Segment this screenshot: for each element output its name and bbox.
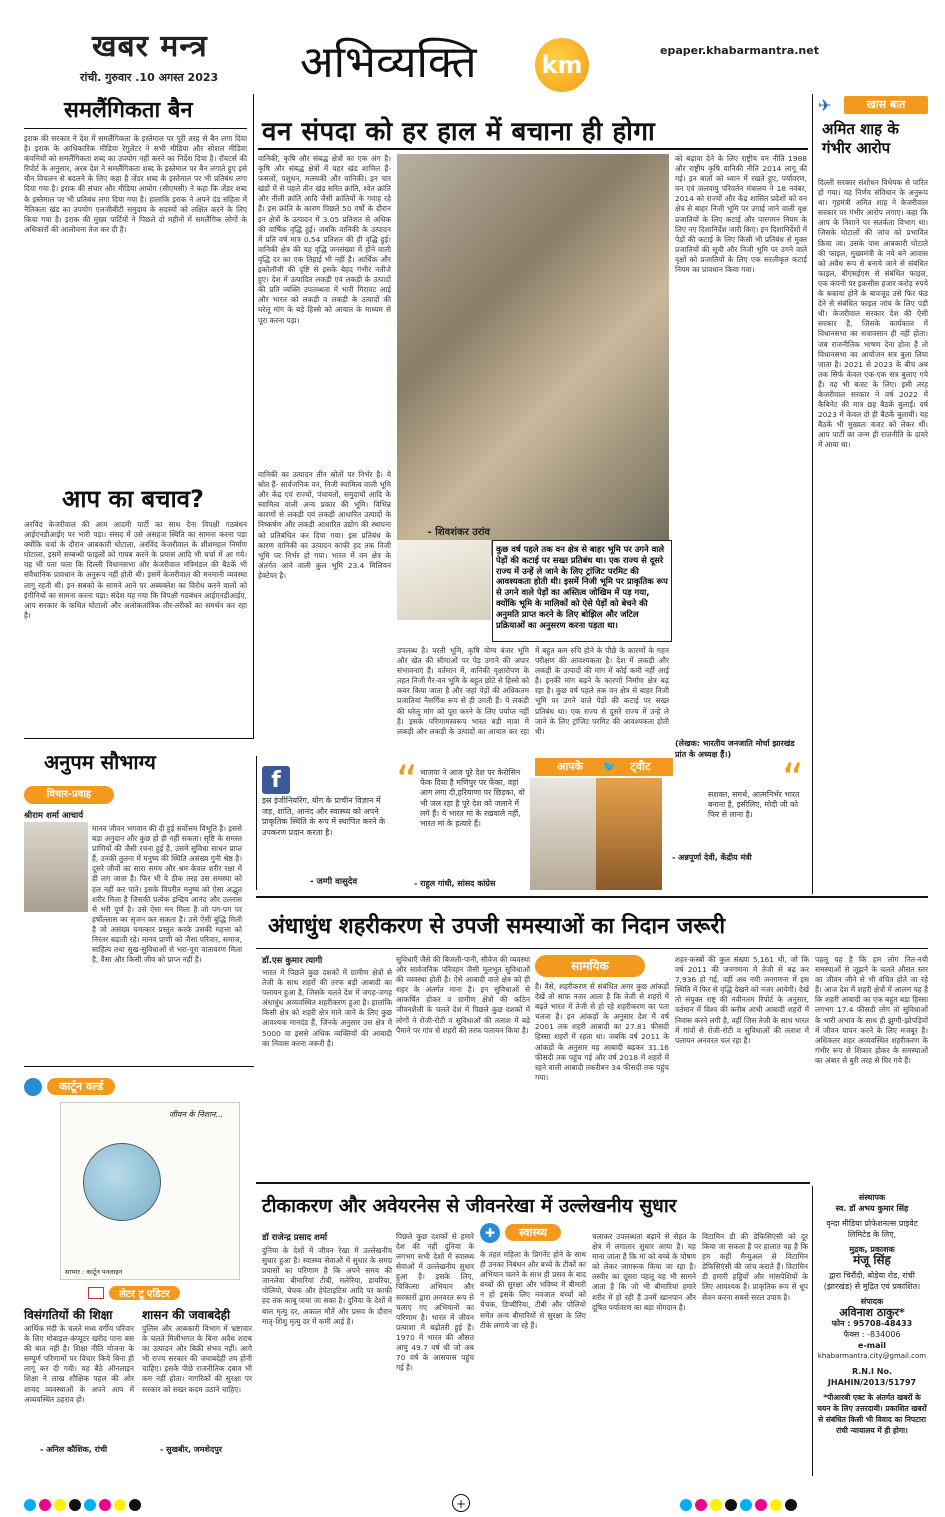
paper-name: खबर मन्त्र xyxy=(92,29,208,64)
health-headline: टीकाकरण और अवेयरनेस से जीवनरेखा में उल्लेखनीय सुधार xyxy=(262,1195,677,1217)
letter2-body: पुलिस और आबकारी विभाग में भ्रष्टाचार के चलते मिलीभगत के बिना अवैध शराब का उत्पादन और बिक्री संभव नहीं। आगे भी राज्य सरकार की जवाबदेही तय होनी चाहिए। इसके पीछे राजनीतिक दबाव भी कम नहीं होता। नागरिकों की सुरक्षा पर सरकार को सख्त कदम उठाने चाहिए। xyxy=(142,1324,252,1394)
urban-col-5: पहलू यह है कि हम लोग नित-नयी समस्याओं से जूझने के चलते औसत स्तर का जीवन जीने से भी वंचित होते जा रहे हैं। आज देश में शहरी क्षेत्रों में आलम यह है कि शहरी आबादी का एक बहुत बड़ा हिस्सा लगभग 17.4 फीसदी लोग तो सुविधाओं के भारी अभाव के साथ ही झुग्गी-झोपड़ियों में जीवन यापन करने के लिए मजबूर है। अधिकतर शहर अव्यवस्थित शहरीकरण के गंभीर रूप से शिकार होकर के समस्याओं का अंबार से बुरी तरह से घिर गये हैं। xyxy=(815,955,928,1065)
health-icon: ✚ xyxy=(480,1223,500,1243)
column-divider xyxy=(812,94,813,894)
health-col-5: विटामिन डी की डेफिसिएंसी को दूर किया जा सकता है पर हालात यह है कि हम कहीं मैन्युअल से विटामिन डेफिसिएंसी की जांच कराते हैं। विटामिन डी हमारी हड्डियों और मांसपेशियों के लिए आवश्यक है। प्राकृतिक रूप से धूप सेवन करना सबसे सरल उपाय है। xyxy=(702,1232,808,1302)
letter2-author: - सुखबीर, जमशेदपुर xyxy=(160,1445,223,1454)
article2-body: अरविंद केजरीवाल की आम आदमी पार्टी का साथ देना विपक्षी गठबंधन आईएनडीआईए पर भारी पड़ा। संसद में उसे असहज स्थिति का सामना करना पड़ा क्योंकि चर्चा के दौरान आबकारी घोटाला, अरविंद केजरीवाल के शीशमहल निर्माण घोटाला, इसमें सम्बन्धी फाइलों को गायब करने के प्रयास आदि भी चर्चा में आ गये। यह भी पता चला कि दिल्ली विधानसभा और केजरीवाल मंत्रिमंडल की बैठकें भी संवैधानिक प्रावधान के अनुरूप नहीं होती थी। इसमें केजरीवाल की मनमानी व्यवस्था लागू रहती थी। इन सबको के सामने आने पर अब्यक्तेश का विरोध करने वालों को इंगीनियों का सामना करना पड़ा। संदेश यह गया कि विपक्षी गठबंधन आईएनडीआईए, आप सरकार के कथित घोटालों और अलोकतांत्रिक तौर-तरीकों का समर्थन कर रहा है। xyxy=(24,520,247,620)
editor-label: संपादक xyxy=(860,1297,884,1306)
imprint-address: द्वारा चिरौंदी, बोड़ेया रोड, रांची (झारखंड) से मुद्रित एवं प्रकाशित। xyxy=(823,1271,921,1291)
rni-number: JHAHIN/2013/51797 xyxy=(827,1378,917,1387)
imprint-disclaimer: *पीआरबी एक्ट के अंतर्गत खबरों के चयन के लिए उत्तरदायी। प्रकाशित खबरों से संबंधित किसी भी विवाद का निपटारा रांची न्यायालय में ही होगा। xyxy=(817,1393,927,1435)
imprint-fax: फैक्स : -834006 xyxy=(843,1330,901,1339)
main-footnote: (लेखक: भारतीय जनजाति मोर्चा झारखंड प्रांत के अध्यक्ष हैं।) xyxy=(675,739,795,759)
column-divider xyxy=(253,94,254,738)
main-headline: वन संपदा को हर हाल में बचाना ही होगा xyxy=(262,117,656,147)
article1-headline: समलैंगिकता बैन xyxy=(64,98,193,123)
tweet-label: ट्वीट xyxy=(630,760,651,773)
letters-label xyxy=(88,1282,208,1300)
politician-photo-1 xyxy=(530,778,596,890)
khas-baat-body: दिल्ली सरकार संशोधन विधेयक से पारित हो गया। यह निर्णय संविधान के अनुरूप था। गृहमंत्री अमित शाह ने केजरीवाल सरकार पर गंभीर आरोप लगाए। कहा कि आप के निशाने पर सतर्कता विभाग था। जिसके घोटालों की जांच को प्रभावित किया जा। उसके पास आबकारी घोटाले की फाइल, मुख्यमंत्री के नये बने आवास को अवैध रूप से बनाये जाने से संबंधित फाइल, बीएसईएस से संबंधित फाइल, एक कंपनी पर इकसीस हजार करोड़ रुपये के बकाया होने के बावजूद उसे फिर फंड देने से संबंधित फाइल जांच के लिए पड़ी थी। केजरीवाल सरकार देश की ऐसी सरकार है, जिसके कार्यकाल में विधानसभा का सत्रावसान ही नहीं होता। जब राजनीतिक भाषण देना होता है तो विधानसभा का आयोजन सत्र बुला लिया जाता है। 2021 से 2023 के बीच अब तक सिर्फ केवल एक-एक सत्र बुलाए गये हैं। वह भी बजट के लिए। इसी तरह केजरीवाल सरकार ने वर्ष 2022 में कैबिनेट की मात्र छह बैठकें बुलाईं। वर्ष 2023 में केवल दो ही बैठकें बुलायीं। यह बैठकें भी मुख्यतः बजट को लेकर थीं। आप पार्टी का जन्म ही राजनीति के दायरे में आया था। xyxy=(818,178,928,450)
caption-text: कुछ वर्ष पहले तक वन क्षेत्र से बाहर भूमि पर उगने वाले पेड़ों की कटाई पर सख्त प्रतिबंध था। एक राज्य से दूसरे राज्य में उन्हें ले जाने के लिए ट्रांजिट परमिट की आवश्यकता होती थी। इसमें निजी भूमि पर प्राकृतिक रूप से उगने वाले पेड़ों का अस्तित्व जोखिम में पड़ गया, क्योंकि भूमि के मालिकों को ऐसे पेड़ों को बेचने की अनुमति प्राप्त करने के लिए बोझिल और जटिल प्रक्रियाओं का अनुसरण करना पड़ता था। xyxy=(496,544,668,630)
politician-photo-2 xyxy=(596,778,662,890)
twitter-icon: 🐦 xyxy=(602,760,617,773)
fb-author: - जग्गी वासुदेव xyxy=(310,877,358,887)
email-label: e-mail xyxy=(858,1341,886,1350)
column-divider xyxy=(812,1186,813,1476)
author-name: श्रीराम शर्मा आचार्य xyxy=(24,811,84,821)
main-col-2: वानिकी का उत्पादन तीन स्रोतों पर निर्भर है। ये स्रोत हैं- सार्वजनिक वन, निजी स्वामित्व वाली भूमि और केंद्र एवं राज्यों, पंचायतों, समुदायों आदि के स्वामित्व वाली अन्य प्रकार की भूमि। विभिन्न कारणों से लकड़ी एवं लकड़ी आधारित उत्पादों के निष्कर्षण और लकड़ी आधारित उद्योग की स्थापना को प्रतिबंधित कर दिया गया। इस प्रतिबंध के कारण वानिकी का उत्पादन काफी हद तक निजी भूमि पर निर्भर हो गया। भारत में वन क्षेत्र के अंतर्गत आने वाली कुल भूमि 23.4 मिलियन हेक्टेयर है। xyxy=(258,470,391,580)
health-col-1: दुनिया के देशों में जीवन रेखा में उल्लेखनीय सुधार हुआ है। स्वास्थ्य सेवाओं में सुधार के समग्र प्रयासों का परिणाम है कि अपने समय की जानलेवा बीमारियां टीबी, मलेरिया, डायरिया, पोलियो, चेचक और हेपेटाइटिस आदि पर काफी हद तक काबू पाया जा सका है। दुनिया के देशों में बाल मृत्यु दर, अकाल मौतें और प्रसव के दौरान मातृ-शिशु मृत्यु दर में कमी आई है। xyxy=(262,1246,392,1326)
divider xyxy=(24,128,247,129)
article1-body: इराक की सरकार ने देश में समलैंगिकता के इस्तेमाल पर पूरी तरह से बैन लगा दिया है। इराक के आधिकारिक मीडिया रेगुलेटर ने सभी मीडिया और सोशल मीडिया कंपनियों को समलैंगिकता शब्द का उपयोग नहीं करने का निर्देश दिया है। रॉयटर्स की रिपोर्ट के अनुसार, अरब देश ने समलैंगिकता शब्द के इस्तेमाल पर बैन लगाते हुए इसे यौन विचलन से बदलने के लिए कहा है जेंडर शब्द के इस्तेमाल पर भी प्रतिबंध लगा दिया गया है। इराक की संचार और मीडिया आयोग (सीएमसी) ने कहा कि जेंडर शब्द के इस्तेमाल पर भी प्रतिबंध लगा दिया गया है। हालांकि इराक ने अपने दंड संहिता में नैतिकता खंड का उपयोग एलजीबीटी समुदाय के सदस्यों को लक्षित करने के लिए किया गया है। इराक की मुख्य पार्टियों ने पिछले दो महीनों में समलैंगिक लोगों के अधिकारों की आलोचना तेज कर दी है। xyxy=(24,134,247,234)
health-col-2: पिछले कुछ दशकों से हमारे देश की नहीं दुनिया के लगभग सभी देशों में स्वास्थ्य सेवाओं में उल्लेखनीय सुधार हुआ है। इसके लिए, चिकित्सा अभियान और सरकारों द्वारा अनवरत रूप से चलाए गए अभियानों का परिणाम है। भारत में जीवन प्रत्याशा में बढ़ोतरी हुई है। 1970 में भारत की औसत आयु 49.7 वर्ष थी जो अब 70 वर्ष के आसपास पहुंच गई है। xyxy=(396,1232,474,1373)
imprint-phone: फोन : 95708-48433 xyxy=(831,1319,913,1328)
divider xyxy=(258,148,808,150)
main-col-4: में बहुत कम रुचि होने के पीछे के कारणों के गहन परीक्षण की आवश्यकता है। देश में लकड़ी और लकड़ी के उत्पादों की मांग में कोई कमी नहीं आई है। इनकी मांग बढ़ने के कारणों निर्माण क्षेत्र बढ़ रहा है। कुछ वर्ष पहले तक वन क्षेत्र से बाहर निजी भूमि पर उगने वाले पेड़ों की कटाई पर सख्त प्रतिबंध था। एक राज्य से दूसरे राज्य में उन्हें ले जाने के लिए ट्रांजिट परमिट की आवश्यकता होती थी। xyxy=(535,646,669,736)
main-photo xyxy=(397,154,669,556)
letters-label-text: लेटर टू एडिटर xyxy=(109,1286,180,1300)
section-title: अभिव्यक्ति xyxy=(300,37,477,88)
epaper-url[interactable]: epaper.khabarmantra.net xyxy=(660,44,819,57)
editor-name: अविनाश ठाकुर* xyxy=(839,1306,905,1319)
health-col-4: चलाकर उपलब्धता बढ़ाने से सेहत के क्षेत्र में लगातार सुधार आया है। यह माना जाता है कि मां को बच्चे के पोषण को लेकर जागरूक किया जा रहा है। तस्वीर का दूसरा पहलू यह भी सामने आता है कि जो भी बीमारियां हमारे शरीर में हो रही हैं उनमें खानपान और दूषित पर्यावरण का बड़ा योगदान है। xyxy=(592,1232,696,1312)
cartoon-credit: साभार : कार्टून पनलाइन xyxy=(65,1268,123,1276)
imprint-box xyxy=(816,1192,928,1482)
column-divider xyxy=(256,756,257,890)
letter1-author: - अनिल कौशिक, रांची xyxy=(40,1445,108,1454)
divider xyxy=(24,738,254,739)
urban-headline: अंधाधुंध शहरीकरण से उपजी समस्याओं का निदान जरूरी xyxy=(268,914,726,939)
color-registration-right xyxy=(680,1496,930,1510)
quote1-author: - राहुल गांधी, सांसद कांग्रेस xyxy=(414,879,496,888)
anupam-body: मानव जीवन भगवान की दी हुई सर्वोत्तम विभूति है। इससे बड़ा अनुदान और कुछ हो ही नहीं सकता। सृष्टि के समस्त प्राणियों की जैसी रचना हुई है, उसमें सुविधा साधन प्राप्त हैं, उनकी तुलना में मनुष्य की स्थिति असंख्य गुनी श्रेष्ठ है। दूसरे जीवों का सारा समय और श्रम केवल शरीर रक्षा में ही लग जाता है। फिर भी वे ठीक तरह उस समस्या को हल नहीं कर पाते। इसके विपरीत मनुष्य को ऐसा अद्भुत शरीर मिला है जिसकी प्रत्येक इन्द्रिय आनंद और उल्लास से भरी पूर्ण है। उसे ऐसा मन मिला है जो पग-पग पर हर्षोल्लास का सृजन कर सकता है। उसे ऐसी बुद्धि मिली है जो असंख्य चमत्कार प्रस्तुत करके उसकी महत्ता को निरंतर बढ़ाती रहे। मानव प्राणी को जैसा परिवार, समाज, साहित्य तथा सुख-सुविधाओं से भरा-पूरा वातावरण मिला है, वैसा और किसी जीव को प्राप्त नहीं है। xyxy=(92,824,242,965)
vichar-label-text: विचार-प्रवाह xyxy=(46,789,92,800)
pen-graphic xyxy=(397,540,491,620)
cartoon-image xyxy=(60,1102,240,1280)
urban-badge xyxy=(535,955,645,977)
imprint-company: वृन्दा मीडिया प्रोफेशनल्स प्राइवेट लिमिटेड के लिए, xyxy=(826,1219,918,1239)
orange-quote-icon: “ xyxy=(396,756,418,805)
dateline: रांची. गुरुवार .10 अगस्त 2023 xyxy=(80,71,219,84)
khas-baat-panel xyxy=(818,94,928,894)
main-author: - शिवशंकर उरांव xyxy=(427,527,490,538)
health-author: डॉ राजेन्द्र प्रसाद शर्मा xyxy=(262,1233,328,1243)
letter2-title: शासन की जवाबदेही xyxy=(142,1308,231,1322)
urban-badge-text: सामयिक xyxy=(571,959,609,973)
photo-caption xyxy=(492,540,672,642)
imprint-email[interactable]: khabarmantra.city@gmail.com xyxy=(817,1352,927,1360)
masthead xyxy=(0,0,945,88)
khas-baat-headline: अमित शाह के गंभीर आरोप xyxy=(822,120,899,157)
main-col-5: को बढ़ावा देने के लिए राष्ट्रीय वन नीति 1988 और राष्ट्रीय कृषि वानिकी नीति 2014 लागू की गई। इन बातों को ध्यान में रखते हुए, पर्यावरण, वन एवं जलवायु परिवर्तन मंत्रालय ने 18 नवंबर, 2014 को राज्यों और केंद्र शासित प्रदेशों को वन क्षेत्र से बाहर निजी भूमि पर उगाई जाने वाली वृक्ष प्रजातियों के लिए कटाई और पारगमन नियम के लिए नए दिशानिर्देश जारी किए। इन दिशानिर्देशों में पेड़ों की कटाई के लिए किसी भी प्रतिबंध से मुक्त प्रजातियों की सूची और निजी भूमि पर उगने वाले वृक्षों को प्रजातियों के लिए एक सरलीकृत कटाई नियम का प्रावधान किया गया। xyxy=(675,154,807,275)
left-column xyxy=(24,94,247,728)
cartoon-label-text: कार्टून वर्ल्ड xyxy=(47,1078,115,1095)
author-photo xyxy=(24,822,88,912)
globe-icon xyxy=(24,1078,42,1096)
quote1-text: भाजपा ने आज पूरे देश पर केरोसिन फेंक दिया है मणिपुर पर फेंका, वहां आग लगा दी,हरियाणा पर छिड़का, वो भी जल रहा है पूरे देश को जलाने में लगे हैं। ये भारत मां के रखवाले नहीं, भारत मां के हत्यारे हैं। xyxy=(420,768,525,829)
health-col-3: के तहत महिला के प्रिगनेंट होने के साथ ही उनका निबंधन और बच्चे के टीकों का अभियान चलने के साथ ही प्रसव के बाद बच्चों की सुरक्षा और भविष्य में बीमारी न हो इसके लिए नवजात बच्चों को चेचक, डिप्थीरिया, टीबी और पोलियो समेत अन्य बीमारियों से सुरक्षा के लिए टीके लगाये जा रहे हैं। xyxy=(480,1250,586,1330)
aapke-label: आपके xyxy=(557,760,583,773)
publisher-label: मुद्रक, प्रकाशक xyxy=(849,1245,895,1254)
cartoon-label xyxy=(24,1076,184,1096)
rni-label: R.N.I No. xyxy=(851,1367,893,1376)
divider xyxy=(256,1182,810,1184)
khas-baat-label: खास बात xyxy=(844,96,928,114)
letter1-body: आर्थिक मंदी के चलते मध्य वर्गीय परिवार के लिए मोबाइल-कंप्यूटर खरीद पाना बस की बात नहीं है। शिक्षा नीति योजना के सम्पूर्ण परिणामों पर विचार किये बिना ही लागू कर दी गयी। यह बैठे ऑनलाइन शिक्षा ने लाख शौक्षिक पहल की ओर शायद व्यवस्थाओं के अपने आप में अव्यवस्थित ठहराव हो। xyxy=(24,1324,134,1404)
tweet-label-bar xyxy=(535,758,673,776)
fb-text: इस्र इंजीनियरिंग, योग के प्राचीन विज्ञान में जड़, शांति, आनंद और स्वास्थ्य को अपने प्राकृतिक स्थिति के रूप में स्थापित करने के उपकरण प्रदान करता है। xyxy=(262,796,386,837)
logo-text: km xyxy=(541,51,583,79)
divider xyxy=(24,1066,254,1067)
urban-col-1: भारत में पिछले कुछ दशकों में ग्रामीण क्षेत्रों से तेजी के साथ शहरों की तरफ बड़ी आबादी का पलायन हुआ है, जिसके चलते देश में जगह-जगह अंधाधुंध अव्यवस्थित शहरीकरण हुआ है। हालांकि किसी क्षेत्र को शहरी क्षेत्र माने जाने के लिए कुछ आवश्यक मानदंड हैं, जिनके अनुसार उस क्षेत्र में 5000 या इससे अधिक व्यक्तियों की आबादी का निवास करना जरूरी है। xyxy=(262,968,392,1048)
brand-logo xyxy=(535,38,589,92)
imprint-founder: स्व. डॉ अभय कुमार सिंह xyxy=(835,1204,909,1213)
urban-col-3: है। वैसे, शहरीकरण से संबंधित अगर कुछ आंकड़ों देखें तो साफ नजर आता है कि तेजी से शहरों में बढ़ते भारत में तेजी से हो रहे शहरीकरण का पता चलता है। इन आंकड़ों के अनुसार देश में वर्ष 2001 तक शहरी आबादी का 27.81 फीसदी हिस्सा शहरों में रहता था। जबकि वर्ष 2011 के आंकड़ों के अनुसार यह आबादी बढ़कर 31.16 फीसदी तक पहुंच गई और वर्ष 2018 में शहरों में रहने वाली आबादी तकरीबन 34 फीसदी तक पहुंच गया। xyxy=(535,982,669,1082)
vichar-label xyxy=(24,786,114,804)
color-registration-left xyxy=(24,1496,264,1510)
globe-drawing xyxy=(83,1143,161,1221)
quote2-text: सशक्त, समर्थ, आत्मनिर्भर भारत बनाना है, इसीलिए, मोदी जी को फिर से लाना है। xyxy=(708,790,800,820)
main-col-3: उपलब्ध है। परती भूमि, कृषि योग्य बंजर भूमि और खेत की सीमाओं पर पेड़ उगाने की अपार संभावनाएं हैं। वर्तमान में, वानिकी वृक्षारोपण के तहत निजी गैर-वन भूमि के बहुत छोटे से हिस्से को कवर किया जाता है और जहां पेड़ों की अधिकतम प्रजातियां नैसर्गिक रूप से ही उगती हैं। ये लकड़ी की घरेलू मांग को पूरा करने के लिए पर्याप्त नहीं है। इसके परिणामस्वरूप भारत बड़ी मात्रा में लकड़ी और लकड़ी के उत्पादों का आयात कर रहा xyxy=(397,646,529,736)
urban-author: डॉ.एस कुमार त्यागी xyxy=(262,956,323,966)
health-badge xyxy=(480,1222,600,1244)
anupam-headline: अनुपम सौभाग्य xyxy=(44,750,156,774)
cartoon-caption: जीवन के निशान... xyxy=(169,1110,224,1119)
imprint-title: संस्थापक xyxy=(858,1193,886,1202)
quote2-author: - अन्नपूर्णा देवी, केंद्रीय मंत्री xyxy=(672,853,752,862)
urban-col-4: शहर-कस्बों की कुल संख्या 5,161 थी, जो कि वर्ष 2011 की जनगणना में तेजी से बढ़ कर 7,936 हो गई, वहीं अब नयी जनगणना में इस स्थिति में फिर से वृद्धि देखने को नजर आयेगी। देखें तो संयुक्त राष्ट्र की नवीनतम रिपोर्ट के अनुसार, वर्तमान में विश्व की करीब आधी आबादी शहरों में निवास करने लगी है, वहीं जिस तेजी के साथ भारत में गांवों से रोजी-रोटी व सुविधाओं की तलाश में पलायन अनवरत चल रहा है। xyxy=(675,955,809,1045)
registration-mark-icon: + xyxy=(452,1494,470,1512)
letter1-title: विसंगतियों की शिक्षा xyxy=(24,1308,113,1322)
publisher-name: मंजू सिंह xyxy=(853,1253,891,1267)
health-badge-text: स्वास्थ्य xyxy=(505,1224,561,1241)
divider xyxy=(256,948,928,949)
article2-headline: आप का बचाव? xyxy=(62,485,204,513)
facebook-icon[interactable]: f xyxy=(262,766,290,794)
main-col-1: वानिकी, कृषि और संबद्ध क्षेत्रों का एक अंग है। कृषि और संबद्ध क्षेत्रों में पहर खंड शामिल हैं-फसलों, पशुधन, मत्स्यकी और वानिकी। इन चार खंडों में से पहले तीन खंड सरित क्रांति, श्वेत क्रांति और नीली क्रांति आदि जैसी क्रांतियों के गवाह रहे हैं। इस क्रांति के कारण पिछले 50 वर्षों के दौरान इन क्षेत्रों के उत्पादन में 3.05 प्रतिशत से अधिक की वार्षिक वृद्धि हुई। जबकि वानिकी के उत्पादन में प्रति वर्ष मात्र 0.54 प्रतिशत की ही वृद्धि हुई। वानिकी क्षेत्र की यह वृद्धि जनसंख्या में होने वाली वृद्धि दर का एक तिहाई भी नहीं है। आर्थिक और इकोलॉजी की दृष्टि से इसके बेहद गंभीर नतीजे हुए। देश में उत्पादित लकड़ी एवं लकड़ी के उत्पादों की प्रति व्यक्ति उपलब्धता में भारी गिरावट आई और भारत को लकड़ी व लकड़ी के उत्पादों की घरेलू मांग के बड़े हिस्से को आयात के माध्यम से पूरा करना पड़ा। xyxy=(258,154,391,325)
plane-icon: ✈ xyxy=(818,96,832,115)
envelope-icon xyxy=(88,1287,104,1299)
orange-quote-icon: “ xyxy=(782,754,804,803)
divider xyxy=(256,896,928,898)
urban-col-2: सुविधाएँ जैसे की बिजली-पानी, सीवेज की व्यवस्था और सार्वजनिक परिवहन जैसी मूलभूत सुविधाओं की व्यवस्था होती है। ऐसे आबादी वाले क्षेत्र को ही शहर के अंतर्गत माना है। इन सुविधाओं से आकर्षित होकर व ग्रामीण क्षेत्रों की कठिन जीवनशैली के चलते देश में पिछले कुछ दशकों में लोगों ने रोजी-रोटी व सुविधाओं की तलाश में बड़े पैमाने पर गांव से शहरों की तरफ पलायन किया है। xyxy=(396,955,530,1035)
